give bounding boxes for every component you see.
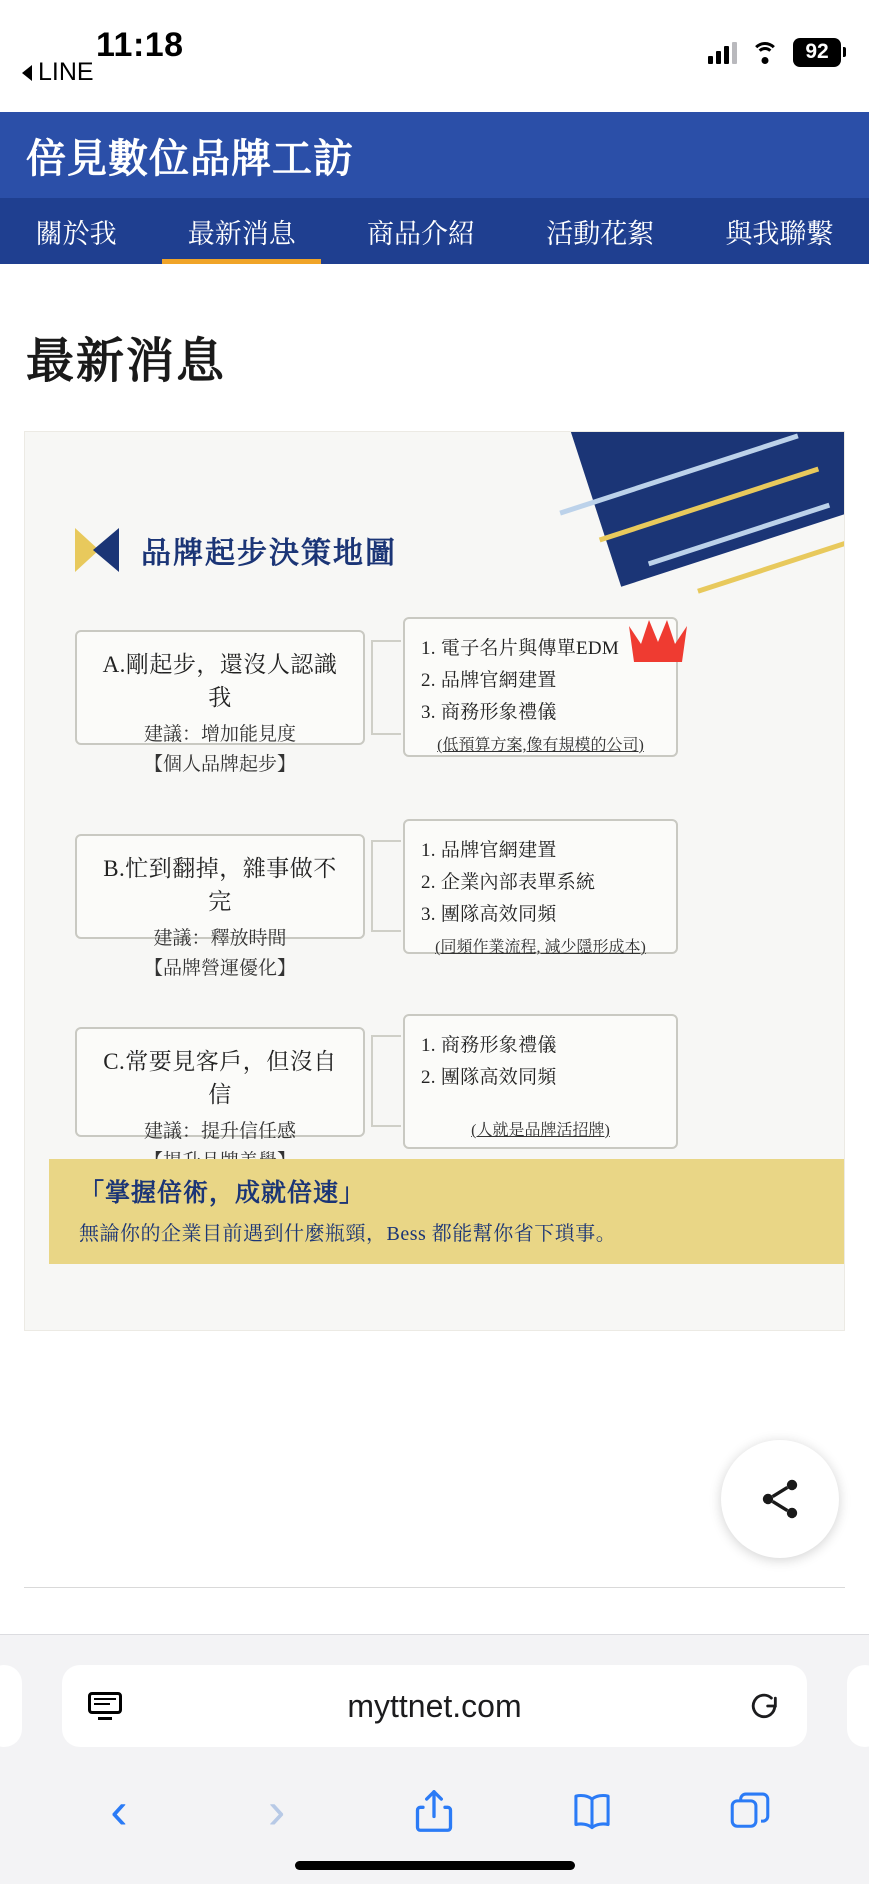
solution-item: 2. 企業內部表單系統 [421, 872, 596, 893]
reload-icon[interactable] [747, 1689, 781, 1723]
url-text[interactable]: myttnet.com [347, 1687, 522, 1724]
solution-note: (低預算方案,像有規模的公司) [437, 737, 644, 754]
site-title: 倍見數位品牌工訪 [26, 136, 354, 181]
solution-item: 3. 團隊高效同頻 [421, 904, 557, 925]
tabs-button[interactable] [715, 1779, 785, 1843]
row-connector [371, 640, 401, 735]
bookmarks-button[interactable] [557, 1779, 627, 1843]
solution-item: 2. 品牌官網建置 [421, 670, 557, 691]
solution-list [421, 1030, 660, 1089]
problem-tag: 【個人品牌起步】 [143, 754, 296, 775]
browser-toolbar [0, 1771, 869, 1851]
problem-title: C.常要見客戶，但沒自信 [103, 1049, 337, 1107]
infographic-logo [75, 528, 397, 572]
page-title: 最新消息 [26, 335, 227, 388]
status-clock: 11:18 [96, 26, 184, 64]
forward-button[interactable] [242, 1779, 312, 1843]
decorative-blue-shape [562, 431, 845, 587]
nav-item-products[interactable]: 商品介紹 [367, 218, 475, 249]
battery-indicator: 92 [793, 38, 841, 67]
brand-arrow-icon [75, 528, 127, 572]
crown-icon [625, 612, 691, 668]
share-button[interactable] [399, 1779, 469, 1843]
solution-box-b [403, 819, 678, 954]
page-content [0, 264, 869, 1634]
problem-advice: 建議：提升信任感 [143, 1121, 296, 1142]
map-row [25, 622, 844, 775]
row-connector [371, 840, 401, 932]
problem-title: A.剛起步，還沒人認識我 [102, 652, 338, 710]
nav-item-news[interactable]: 最新消息 [152, 198, 331, 264]
book-icon [570, 1787, 614, 1835]
share-fab-button[interactable] [721, 1440, 839, 1558]
home-indicator [295, 1861, 575, 1870]
page-settings-icon[interactable] [88, 1692, 122, 1720]
share-nodes-icon [756, 1475, 804, 1523]
wifi-icon [751, 42, 779, 63]
solution-box-c [403, 1014, 678, 1149]
solution-note: (同頻作業流程, 減少隱形成本) [435, 939, 646, 956]
site-header [0, 112, 869, 198]
problem-tag: 【品牌營運優化】 [143, 958, 296, 979]
solution-item: 1. 品牌官網建置 [421, 840, 557, 861]
chevron-right-icon: › [268, 1782, 286, 1840]
nav-item-contact[interactable]: 與我聯繫 [725, 218, 834, 249]
problem-box-b [75, 834, 365, 979]
share-icon [412, 1787, 456, 1835]
browser-chrome [0, 1634, 869, 1884]
nav-item-events[interactable]: 活動花絮 [546, 218, 655, 249]
solution-item: 2. 團隊高效同頻 [421, 1067, 557, 1088]
row-connector [371, 1035, 401, 1127]
previous-tab-peek[interactable] [0, 1665, 22, 1747]
chevron-left-icon: ‹ [110, 1782, 128, 1840]
address-bar[interactable] [62, 1665, 807, 1747]
next-tab-peek[interactable] [847, 1665, 869, 1747]
problem-title: B.忙到翻掉，雜事做不完 [103, 856, 337, 914]
solution-item: 1. 電子名片與傳單EDM [421, 638, 620, 659]
tabs-icon [728, 1787, 772, 1835]
problem-box-a [75, 630, 365, 775]
nav-item-about[interactable]: 關於我 [35, 218, 117, 249]
banner-subtext: 無論你的企業目前遇到什麼瓶頸，Bess 都能幫你省下瑣事。 [79, 1223, 617, 1245]
solution-note: (人就是品牌活招牌) [471, 1122, 610, 1139]
solution-list [421, 835, 660, 926]
content-divider [24, 1587, 845, 1588]
solution-item: 3. 商務形象禮儀 [421, 702, 557, 723]
banner-headline: 「掌握倍術，成就倍速」 [79, 1180, 366, 1207]
status-indicators [708, 38, 841, 67]
site-nav [0, 198, 869, 264]
infographic-title: 品牌起步決策地圖 [141, 537, 397, 570]
problem-advice: 建議：釋放時間 [153, 928, 287, 949]
map-row [25, 1017, 844, 1147]
back-triangle-icon [22, 65, 32, 81]
infographic-banner [49, 1159, 844, 1264]
solution-item: 1. 商務形象禮儀 [421, 1035, 557, 1056]
problem-advice: 建議：增加能見度 [143, 724, 296, 745]
status-bar [0, 0, 869, 112]
back-app-label: LINE [38, 58, 94, 86]
back-to-line-app[interactable] [22, 58, 94, 87]
back-button[interactable] [84, 1779, 154, 1843]
map-row [25, 822, 844, 979]
signal-bars-icon [708, 42, 737, 64]
problem-box-c [75, 1027, 365, 1142]
infographic-card [24, 431, 845, 1331]
